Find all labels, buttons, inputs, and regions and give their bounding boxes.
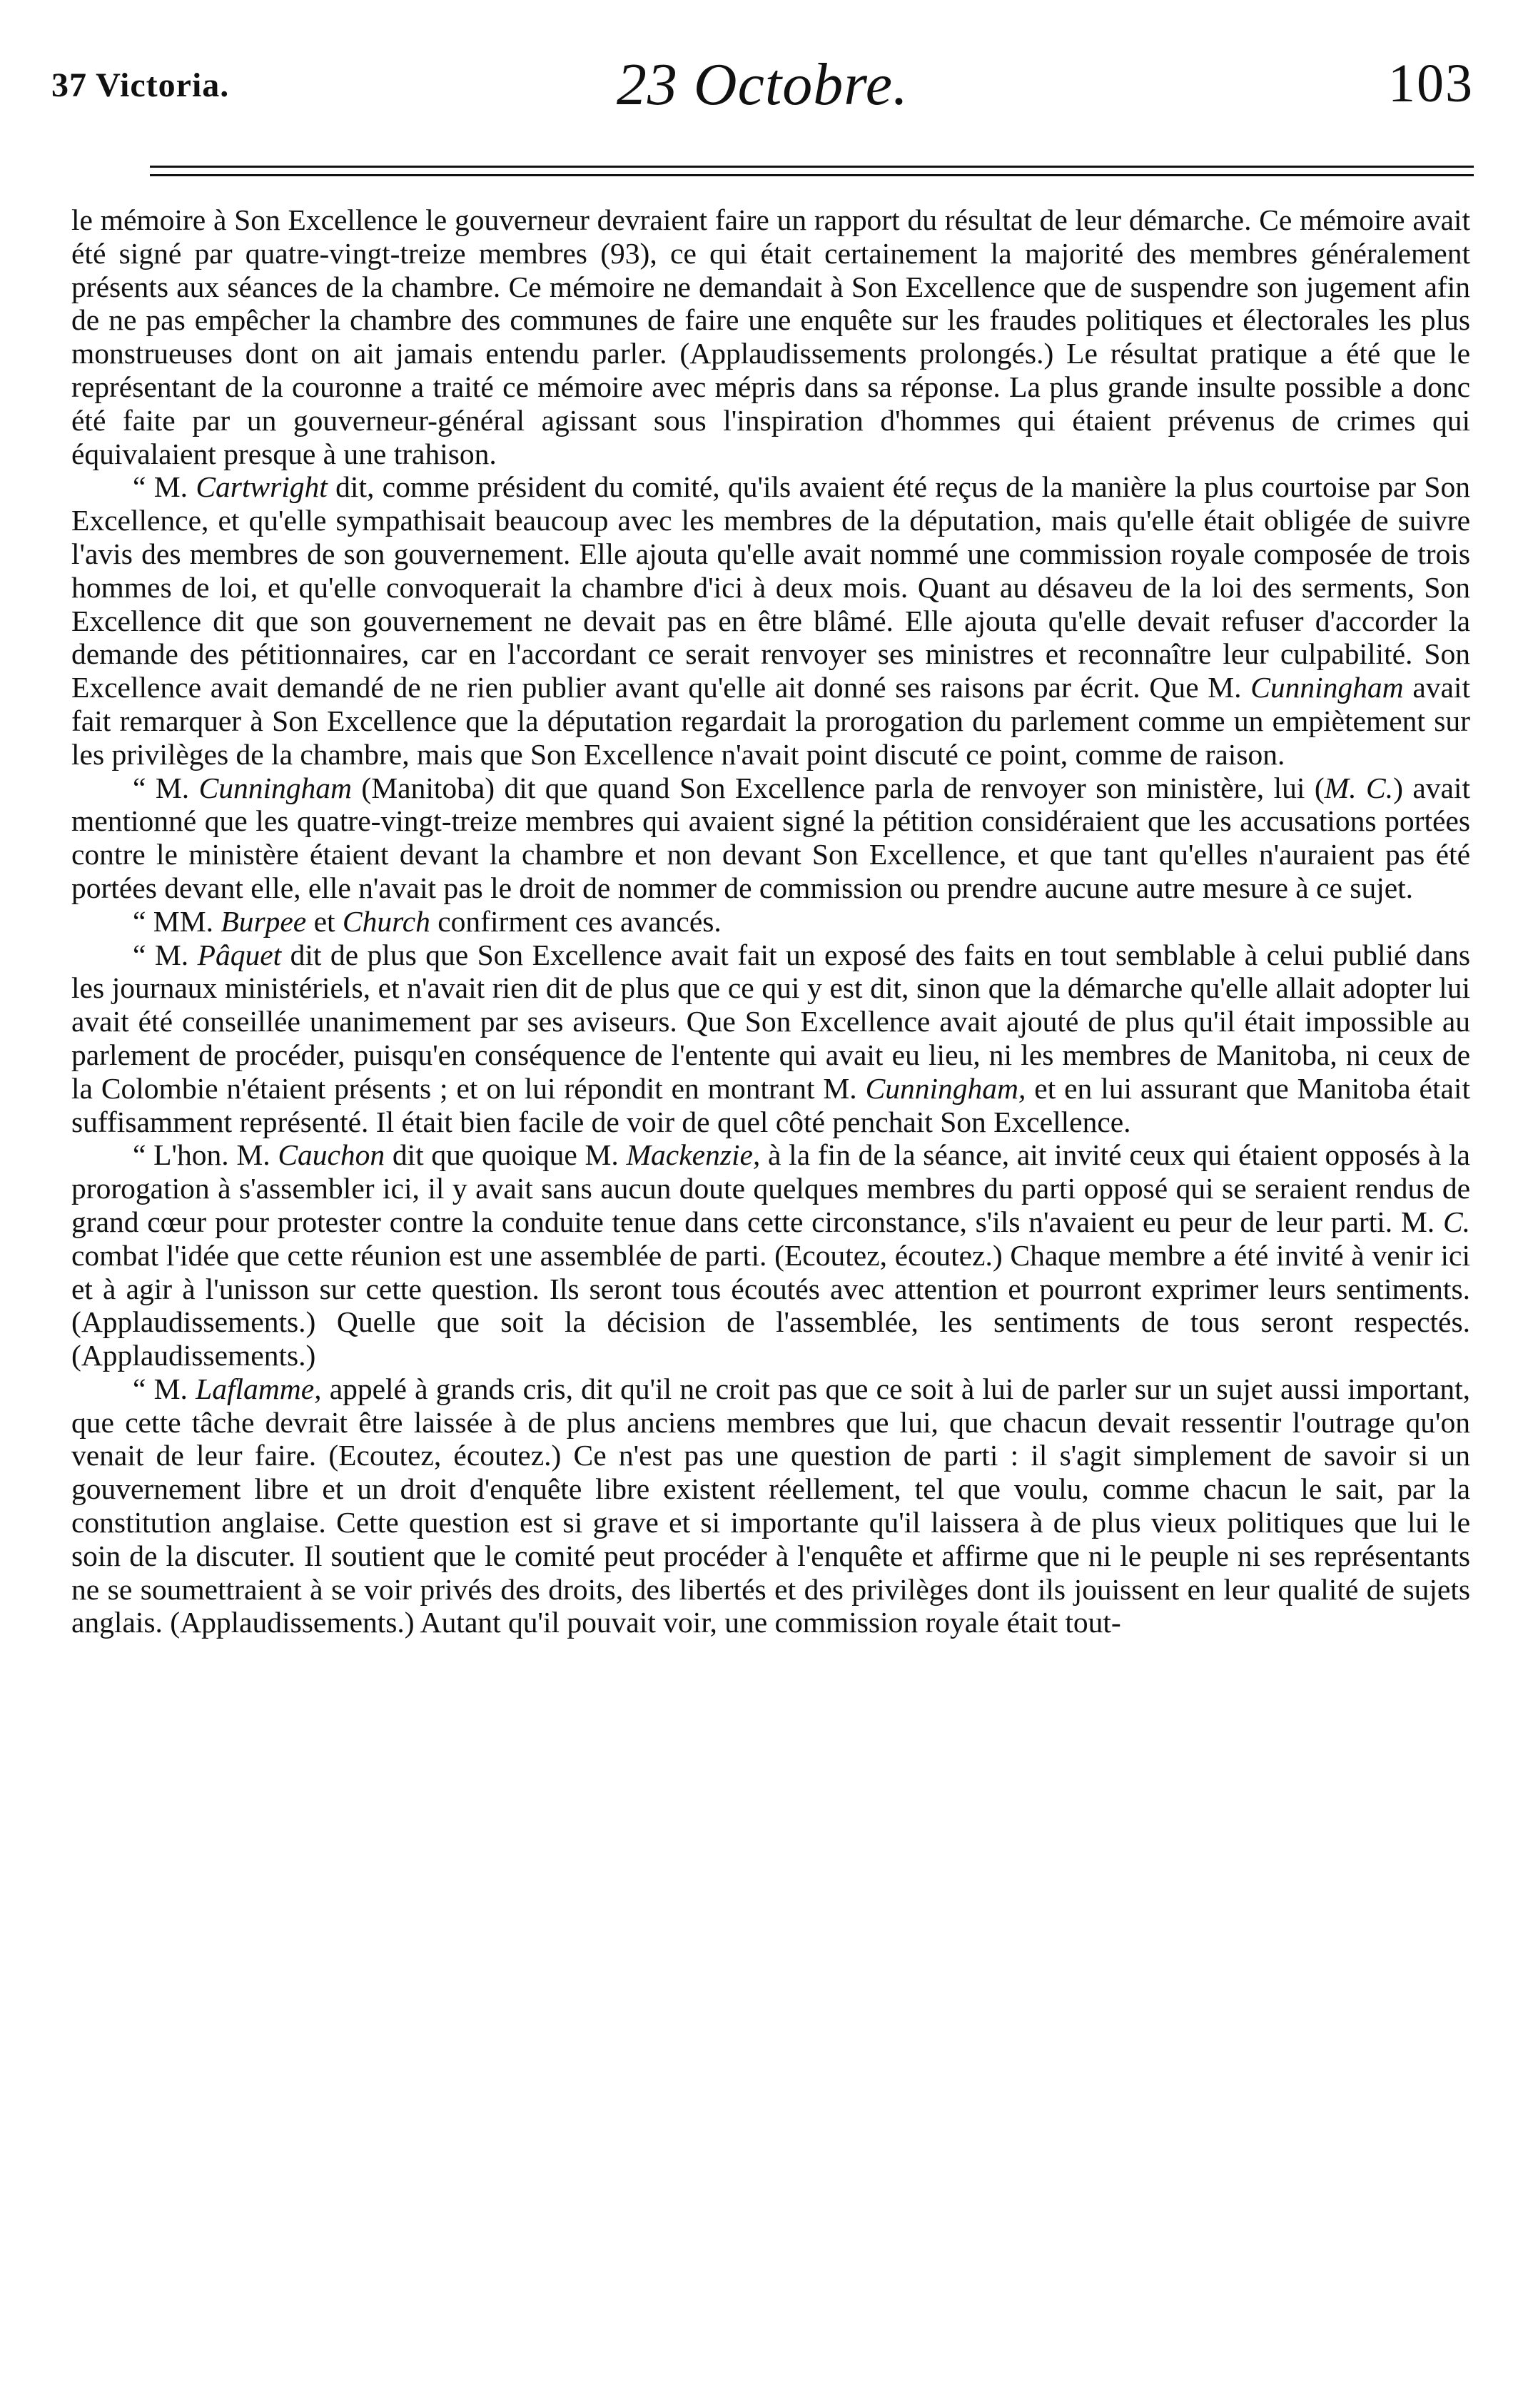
text-run: le mémoire à Son Excellence le gouverneur devraient faire un rapport du résultat de leur démarche. Ce mémoire avait été signé par quatre-vingt-treize membres (93), ce qui était certainement la majorité des membres généralement présents aux séances de la chambre. Ce mémoire ne demandait à Son Excellence que de suspendre son jugement afin de ne pas empêcher la chambre des communes de faire une enquête sur les fraudes politiques et électorales les plus monstrueuses dont on ait jamais entendu parler. (Applaudissements prolongés.) Le résultat pratique a été que le représentant de la couronne a traité ce mémoire avec mépris dans sa réponse. La plus grande insulte possible a donc été faite par un gouverneur-général agissant sous l'inspiration d'hommes qui étaient prévenus de crimes qui équivalaient presque à une trahison. [71,203,1470,470]
text-run: dit que quoique M. [385,1138,627,1172]
paragraph [71,470,1470,771]
italic-name: Cunningham, [865,1071,1026,1105]
paragraph [71,203,1470,470]
italic-name: Mackenzie, [626,1138,761,1172]
italic-name: Cauchon [278,1138,385,1172]
italic-name: Cartwright [196,470,328,504]
header-date: 23 Octobre. [616,51,909,118]
text-run: “ M. [133,1372,196,1405]
text-run: (Manitoba) dit que quand Son Excellence parla de renvoyer son ministère, lui ( [352,771,1325,804]
text-run: “ M. [133,938,198,971]
header-rule-bottom [150,174,1474,176]
paragraph [71,939,1470,1139]
text-run: et en lui assurant que Manitoba était suffisamment représenté. Il était bien facile de voir de quel côté penchait Son Excellence. [71,1071,1470,1138]
text-run: “ L'hon. M. [133,1138,278,1172]
header-volume: 37 Victoria. [51,66,230,104]
text-run: “ MM. [133,904,221,938]
text-run: ) avait mentionné que les quatre-vingt-treize membres qui avaient signé la pétition considéraient que les accusations portées contre le ministère étaient devant la chambre et non devant Son Excellence, et que tant qu'elles n'auraient pas été portées devant elle, elle n'avait pas le droit de nommer de commission ou prendre aucune autre mesure à ce sujet. [71,771,1470,904]
text-run: appelé à grands cris, dit qu'il ne croit pas que ce soit à lui de parler sur un sujet aussi important, que cette tâche devrait être laissée à de plus anciens membres que lui, que chacun devait ressentir l'outrage qu'on venait de leur faire. (Ecoutez, écoutez.) Ce n'est pas une question de parti : il s'agit simplement de savoir si un gouvernement libre et un droit d'enquête libre existent réellement, tel que voulu, comme chacun le sait, par la constitution anglaise. Cette question est si grave et si importante qu'il laissera à de plus vieux politiques que lui le soin de la discuter. Il soutient que le comité peut procéder à l'enquête et affirme que ni le peuple ni ses représentants ne se soumettraient à se voir privés des droits, des libertés et des privilèges dont ils jouissent en leur qualité de sujets anglais. (Applaudissements.) Autant qu'il pouvait voir, une commission royale était tout- [71,1372,1470,1639]
text-run: confirment ces avancés. [430,904,722,938]
text-run: combat l'idée que cette réunion est une assemblée de parti. (Ecoutez, écoutez.) Chaque membre a été invité à venir ici et à agir à l'unisson sur cette question. Ils seront tous écoutés avec attention et pourront exprimer leurs sentiments. (Applaudissements.) Quelle que soit la décision de l'assemblée, les sentiments de tous seront respectés. (Applaudissements.) [71,1238,1470,1372]
italic-name: C. [1442,1205,1470,1238]
italic-name: Cunningham [198,771,352,804]
text-run: dit, comme président du comité, qu'ils avaient été reçus de la manière la plus courtoise par Son Excellence, et qu'elle sympathisait beaucoup avec les membres de la députation, mais qu'elle était obligée de suivre l'avis des membres de son gouvernement. Elle ajouta qu'elle avait nommé une commission royale composée de trois hommes de loi, et qu'elle convoquerait la chambre d'ici à deux mois. Quant au désaveu de la loi des serments, Son Excellence dit que son gouvernement ne devait pas en être blâmé. Elle ajouta qu'elle devait refuser d'accorder la demande des pétitionnaires, car en l'accordant ce serait renvoyer ses ministres et reconnaître leur culpabilité. Son Excellence avait demandé de ne rien publier avant qu'elle ait donné ses raisons par écrit. Que M. [71,470,1470,704]
running-header [51,50,1474,136]
text-run: et [306,904,343,938]
page-number: 103 [1388,54,1474,113]
text-run: avait fait remarquer à Son Excellence que la députation regardait la prorogation du parlement comme un empiètement sur les privilèges de la chambre, mais que Son Excellence n'avait point discuté ce point, comme de raison. [71,671,1470,771]
italic-name: M. C. [1324,771,1394,804]
header-rule-top [150,166,1474,168]
italic-name: Laflamme, [196,1372,322,1405]
text-run: dit de plus que Son Excellence avait fait un exposé des faits en tout semblable à celui publié dans les journaux ministériels, et n'avait rien dit de plus que ce qui y est dit, sinon que la démarche qu'elle allait adopter lui avait été conseillée unanimement par ses aviseurs. Que Son Excellence avait ajouté de plus qu'il était impossible au parlement de procéder, puisqu'en conséquence de l'entente qui avait eu lieu, ni les membres de Manitoba, ni ceux de la Colombie n'étaient présents ; et on lui répondit en montrant M. [71,938,1470,1105]
body-text [71,203,1470,1639]
italic-name: Burpee [221,904,307,938]
text-run: à la fin de la séance, ait invité ceux qui étaient opposés à la prorogation à s'assembler ici, il y avait sans aucun doute quelques membres du parti opposé qui se seraient rendus de grand cœur pour protester contre la conduite tenue dans cette circonstance, s'ils n'avaient eu peur de leur parti. M. [71,1138,1470,1238]
paragraph [71,772,1470,905]
italic-name: Cunningham [1250,671,1404,704]
italic-name: Church [342,904,430,938]
paragraph [71,905,1470,939]
text-run: “ M. [133,771,199,804]
text-run: “ M. [133,470,196,504]
italic-name: Pâquet [197,938,282,971]
paragraph [71,1138,1470,1372]
paragraph [71,1372,1470,1639]
